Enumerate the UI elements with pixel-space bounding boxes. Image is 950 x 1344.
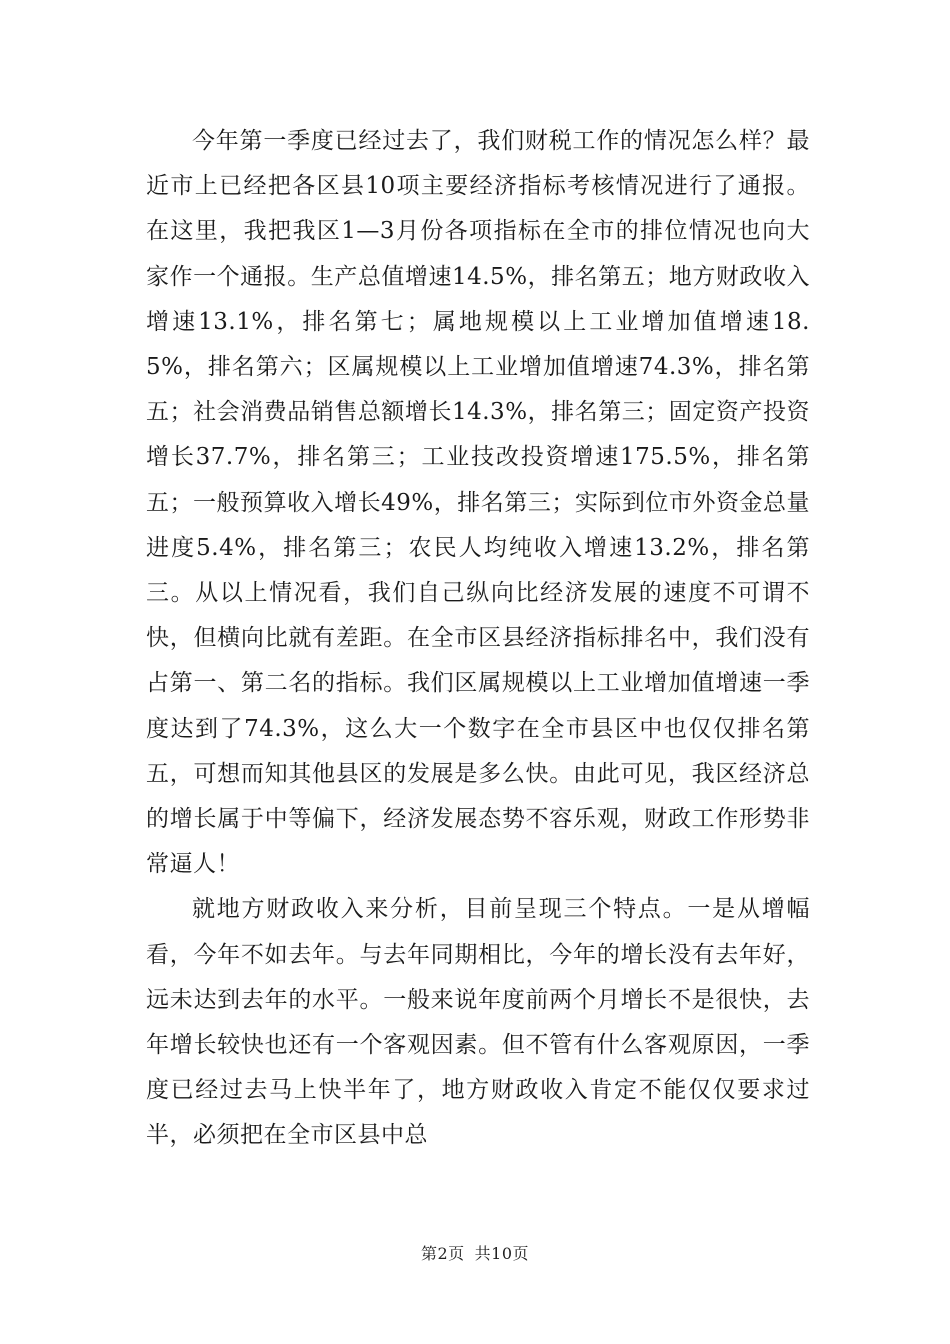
page-total: 共10页 [474,1244,530,1263]
page-footer [0,1241,950,1264]
paragraph-first-quarter-rankings: 今年第一季度已经过去了，我们财税工作的情况怎么样？最近市上已经把各区县10项主要经济指标考核情况进行了通报。在这里，我把我区1—3月份各项指标在全市的排位情况也向大家作一个通报。生产总值增速14.5%，排名第五；地方财政收入增速13.1%，排名第七；属地规模以上工业增加值增速18.5%，排名第六；区属规模以上工业增加值增速74.3%，排名第五；社会消费品销售总额增长14.3%，排名第三；固定资产投资增长37.7%，排名第三；工业技改投资增速175.5%，排名第五；一般预算收入增长49%，排名第三；实际到位市外资金总量进度5.4%，排名第三；农民人均纯收入增速13.2%，排名第三。从以上情况看，我们自己纵向比经济发展的速度不可谓不快，但横向比就有差距。在全市区县经济指标排名中，我们没有占第一、第二名的指标。我们区属规模以上工业增加值增速一季度达到了74.3%，这么大一个数字在全市县区中也仅仅排名第五，可想而知其他县区的发展是多么快。由此可见，我区经济总的增长属于中等偏下，经济发展态势不容乐观，财政工作形势非常逼人！ [146,128,810,878]
document-body [146,119,810,1159]
paragraph-local-revenue-analysis: 就地方财政收入来分析，目前呈现三个特点。一是从增幅看，今年不如去年。与去年同期相比，今年的增长没有去年好，远未达到去年的水平。一般来说年度前两个月增长不是很快，去年增长较快也还有一个客观因素。但不管有什么客观原因，一季度已经过去马上快半年了，地方财政收入肯定不能仅仅要求过半，必须把在全市区县中总 [146,896,810,1149]
page-number: 第2页 [420,1244,465,1263]
